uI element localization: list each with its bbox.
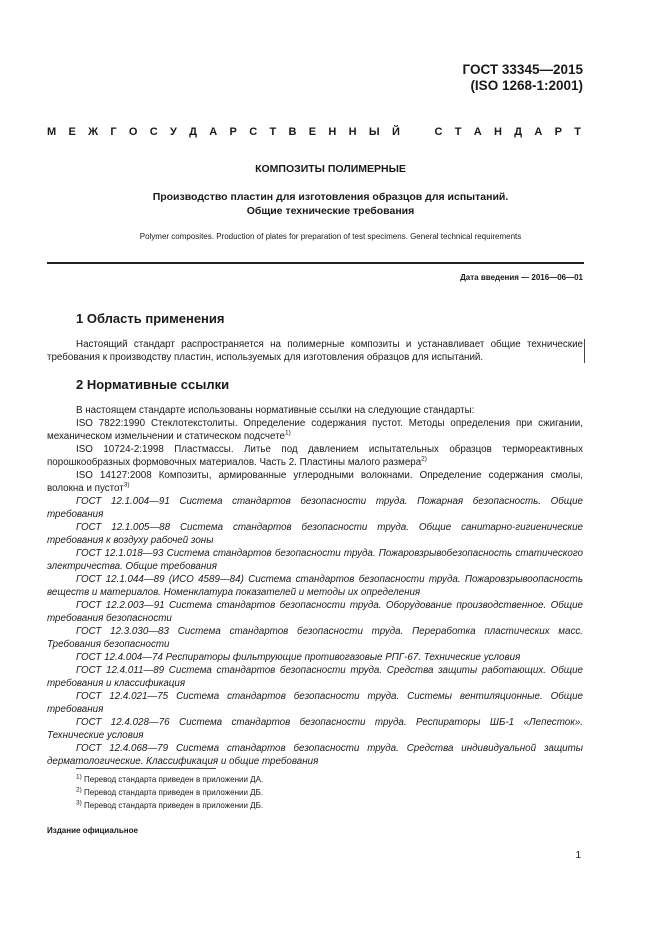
heading-letter: Т: [454, 126, 462, 138]
english-title: Polymer composites. Production of plates for preparation of test specimens. General technical requirements: [139, 232, 522, 241]
change-bar: [584, 339, 585, 363]
reference-text: ГОСТ 12.1.005—88 Система стандартов безопасности труда. Общие санитарно-гигиенические требования к воздуху рабочей зоны: [47, 522, 583, 546]
reference-text: ГОСТ 12.3.030—83 Система стандартов безопасности труда. Переработка пластических масс. Требования безопасности: [47, 626, 583, 650]
heading-letter: М: [47, 126, 57, 138]
reference-item: [47, 599, 583, 625]
heading-gap: [412, 126, 422, 138]
reference-item: [47, 651, 583, 664]
reference-item: [47, 625, 583, 651]
heading-letter: С: [434, 126, 443, 138]
section-2-heading: 2 Нормативные ссылки: [76, 377, 230, 392]
footnote-marker: 3): [123, 481, 130, 489]
footnotes: [76, 773, 263, 812]
heading-letter: С: [249, 126, 258, 138]
reference-text: ГОСТ 12.1.004—91 Система стандартов безопасности труда. Пожарная безопасность. Общие требования: [47, 496, 583, 520]
footnote-mark: 2): [76, 786, 82, 794]
reference-text: ГОСТ 12.4.068—79 Система стандартов безопасности труда. Средства индивидуальной защиты дерматологические. Классификация и общие требования: [47, 743, 583, 767]
section-1-text: Настоящий стандарт распространяется на полимерные композиты и устанавливает общие технические требования к производству пластин, используемых для изготовления образцов для испытаний.: [47, 339, 583, 363]
footnote: [76, 786, 263, 799]
reference-item: [47, 469, 583, 495]
heading-letter: О: [128, 126, 138, 138]
footnote-divider: [76, 768, 216, 769]
footnote: [76, 799, 263, 812]
heading-letter: А: [473, 126, 482, 138]
reference-text: ГОСТ 12.2.003—91 Система стандартов безопасности труда. Оборудование производственное. Общие требования безопасности: [47, 600, 583, 624]
reference-text: ISO 10724-2:1998 Пластмассы. Литье под давлением испытательных образцов термореактивных порошкообразных формовочных материалов. Часть 2. Пластины малого размера: [47, 444, 583, 468]
heading-letter: Г: [110, 126, 117, 138]
reference-item: [47, 495, 583, 521]
section-1-body: [47, 338, 583, 364]
section-2-intro: В настоящем стандарте использованы нормативные ссылки на следующие стандарты:: [76, 405, 475, 416]
edition-note: Издание официальное: [47, 826, 138, 835]
heading-letter: С: [149, 126, 158, 138]
heading-letter: Е: [308, 126, 317, 138]
heading-letter: Р: [229, 126, 237, 138]
section-2-body: [47, 404, 583, 768]
document-title: КОМПОЗИТЫ ПОЛИМЕРНЫЕ: [255, 163, 406, 175]
footnote-mark: 3): [76, 799, 82, 807]
heading-letter: Ы: [368, 126, 380, 138]
standard-type-heading: [47, 126, 581, 138]
effective-date: Дата введения — 2016—06—01: [460, 273, 583, 282]
title-divider: [47, 262, 584, 264]
heading-letter: Н: [328, 126, 337, 138]
heading-letter: Д: [189, 126, 197, 138]
footnote-marker: 2): [421, 455, 427, 463]
heading-letter: В: [288, 126, 297, 138]
subtitle-line-1: Производство пластин для изготовления образцов для испытаний.: [152, 191, 509, 203]
heading-letter: А: [209, 126, 218, 138]
subtitle-line-2: Общие технические требования: [246, 205, 415, 217]
heading-letter: Н: [348, 126, 357, 138]
heading-letter: Й: [391, 126, 400, 138]
reference-text: ГОСТ 12.4.011—89 Система стандартов безопасности труда. Средства защиты работающих. Общие требования и классификация: [47, 665, 583, 689]
footnote: [76, 773, 263, 786]
heading-letter: Д: [514, 126, 523, 138]
heading-letter: А: [534, 126, 543, 138]
reference-item: [47, 443, 583, 469]
footnote-mark: 1): [76, 773, 82, 781]
section-1-heading: 1 Область применения: [76, 311, 225, 326]
heading-letter: Р: [554, 126, 562, 138]
footnote-text: Перевод стандарта приведен в приложении ДА.: [81, 775, 264, 784]
iso-number: (ISO 1268-1:2001): [470, 78, 583, 93]
reference-item: [47, 742, 583, 768]
page-number: 1: [575, 850, 581, 861]
document-designation: [463, 62, 583, 94]
reference-list: [47, 417, 583, 768]
reference-item: [47, 417, 583, 443]
reference-text: ГОСТ 12.1.044—89 (ИСО 4589—84) Система стандартов безопасности труда. Пожаровзрывоопасность веществ и материалов. Номенклатура показателей и методы их определения: [47, 574, 583, 598]
heading-letter: Е: [68, 126, 76, 138]
document-subtitle: [0, 190, 661, 218]
reference-text: ГОСТ 12.1.018—93 Система стандартов безопасности труда. Пожаровзрывобезопасность статического электричества. Общие требования: [47, 548, 583, 572]
footnote-text: Перевод стандарта приведен в приложении ДБ.: [81, 801, 264, 810]
footnote-text: Перевод стандарта приведен в приложении ДБ.: [81, 788, 264, 797]
reference-text: ISO 14127:2008 Композиты, армированные углеродными волокнами. Определение содержания смолы, волокна и пустот: [47, 470, 583, 494]
reference-item: [47, 573, 583, 599]
reference-item: [47, 547, 583, 573]
heading-letter: Ж: [88, 126, 99, 138]
reference-text: ГОСТ 12.4.004—74 Респираторы фильтрующие противогазовые РПГ-67. Технические условия: [76, 652, 521, 663]
reference-item: [47, 521, 583, 547]
reference-text: ISO 7822:1990 Стеклотекстолиты. Определение содержания пустот. Методы определения при сжигании, механическом измельчении и статическом подсчете: [47, 418, 583, 442]
reference-text: ГОСТ 12.4.028—76 Система стандартов безопасности труда. Респираторы ШБ-1 «Лепесток». Технические условия: [47, 717, 583, 741]
reference-item: [47, 716, 583, 742]
reference-text: ГОСТ 12.4.021—75 Система стандартов безопасности труда. Системы вентиляционные. Общие требования: [47, 691, 583, 715]
gost-number: ГОСТ 33345—2015: [462, 62, 583, 77]
reference-item: [47, 664, 583, 690]
footnote-marker: 1): [284, 429, 291, 437]
heading-letter: У: [170, 126, 177, 138]
heading-letter: Н: [493, 126, 502, 138]
heading-letter: Т: [574, 126, 581, 138]
heading-letter: Т: [269, 126, 277, 138]
reference-item: [47, 690, 583, 716]
